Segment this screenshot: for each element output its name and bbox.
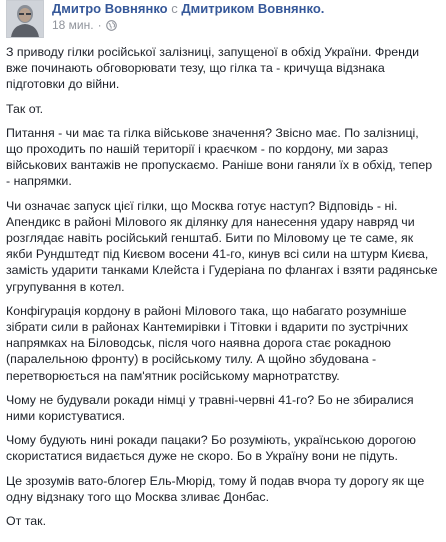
globe-icon[interactable] <box>106 20 117 31</box>
post-paragraph: Чи означає запуск цієї гілки, що Москва готує наступ? Відповідь - ні. Апендикс в районі Мілового як ділянку для нанесення удару навряд чи розглядає навіть російський генштаб. Бити по Міловому це те саме, як якби Рундштедт під Києвом восени 41-го, кинув всі сили на штурм Києва, замість ударити танками Клейста і Гудеріана по флангах і взяти радянське угрупування в котел. <box>6 198 438 294</box>
post-paragraph: Питання - чи має та гілка військове значення? Звісно має. По залізниці, що проходить по нашій території і краєчком - по кордону, ми зараз військових вантажів не пропускаємо. Раніше вони ганяли їх в обхід, тепер - напрямки. <box>6 125 433 189</box>
post-meta <box>52 18 324 33</box>
tagged-user[interactable]: Дмитриком Вовнянко. <box>181 1 325 16</box>
post-paragraph: Чому не будували рокади німці у травні-червні 41-го? Бо не збиралися ними користуватися. <box>6 392 414 424</box>
with-word: с <box>171 1 178 16</box>
post-paragraph: Це зрозумів вато-блогер Ель-Мюрід, тому й подав вчора ту дорогу як ще одну відзнаку того що Москва зливає Донбас. <box>6 473 425 504</box>
author-avatar[interactable] <box>6 0 44 38</box>
post-body <box>6 44 440 529</box>
post-timestamp[interactable]: 18 мин. <box>52 18 94 32</box>
author-line <box>52 1 324 17</box>
post-paragraph: От так. <box>6 514 47 529</box>
post-paragraph: З приводу гілки російської залізниці, запущеної в обхід України. Френди вже починають обговорювати тезу, що гілка та - кричуща відзнака підготовки до війни. <box>6 45 420 92</box>
profile-photo-icon <box>7 1 43 37</box>
post-paragraph: Конфігурація кордону в районі Мілового така, що набагато розумніше зібрати сили в районах Кантемирівки і Тітовки і вдарити по зустрічних напрямках на Біловодськ, після чого наявна дорога стає рокадною (паралельною фронту) в російському тилу. А щойно збудована - перетворюється на пам'ятник російському марнотратству. <box>6 303 409 383</box>
post-header <box>6 0 440 44</box>
post-paragraph: Чому будують нині рокади пацаки? Бо розуміють, українською дорогою скористатися видається дуже не скоро. Бо в Україну вони не підуть. <box>6 433 416 464</box>
post-paragraph: Так от. <box>6 101 44 116</box>
post-header-text <box>52 0 324 33</box>
meta-separator: · <box>97 18 102 32</box>
author-name[interactable]: Дмитро Вовнянко <box>52 1 168 16</box>
